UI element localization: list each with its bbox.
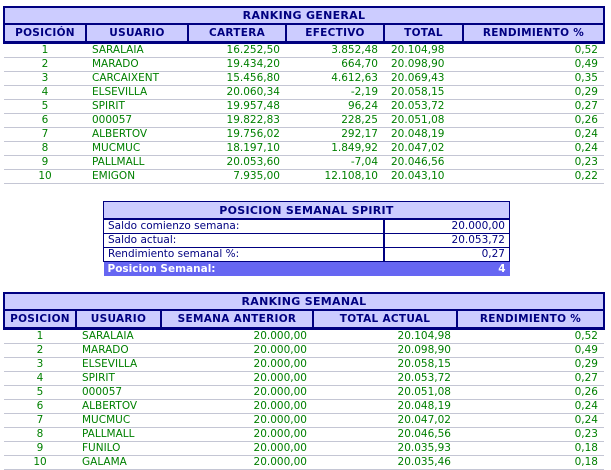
cell-posicion: 7 [4,128,86,142]
cell-posicion: 6 [4,400,76,414]
cell-cartera: 20.053,60 [188,156,286,170]
cell-usuario: 000057 [86,114,188,128]
col-header-posicion: POSICION [4,310,76,329]
col-header-rendimiento: RENDIMIENTO % [457,310,604,329]
cell-posicion: 10 [4,170,86,184]
cell-rendimiento: 0,29 [463,86,604,100]
cell-rendimiento: 0,24 [457,400,604,414]
cell-posicion: 1 [4,329,76,344]
cell-usuario: ELSEVILLA [76,358,161,372]
table-row [4,58,604,72]
cell-rendimiento: 0,26 [457,386,604,400]
table-row [4,43,604,58]
cell-rendimiento: 0,23 [463,156,604,170]
cell-posicion: 4 [4,372,76,386]
cell-usuario: MUCMUC [86,142,188,156]
cell-semana-anterior: 20.000,00 [161,414,313,428]
cell-rendimiento: 0,18 [457,442,604,456]
col-header-usuario: USUARIO [86,24,188,43]
cell-usuario: FUNILO [76,442,161,456]
cell-usuario: PALLMALL [76,428,161,442]
cell-rendimiento: 0,24 [463,142,604,156]
summary-value: 20.053,72 [384,234,510,248]
cell-posicion: 2 [4,344,76,358]
cell-rendimiento: 0,29 [457,358,604,372]
cell-total: 20.053,72 [384,100,463,114]
table-row [4,386,604,400]
table-row [4,128,604,142]
cell-rendimiento: 0,49 [457,344,604,358]
cell-usuario: SPIRIT [76,372,161,386]
table-row [4,428,604,442]
cell-usuario: MARADO [76,344,161,358]
cell-rendimiento: 0,23 [457,428,604,442]
cell-posicion: 5 [4,100,86,114]
cell-rendimiento: 0,26 [463,114,604,128]
cell-cartera: 16.252,50 [188,43,286,58]
cell-cartera: 19.756,02 [188,128,286,142]
table-header-row [4,310,604,329]
table-row [104,248,510,262]
cell-total-actual: 20.048,19 [313,400,457,414]
cell-efectivo: 292,17 [286,128,384,142]
cell-cartera: 19.434,20 [188,58,286,72]
table-row [4,156,604,170]
cell-semana-anterior: 20.000,00 [161,329,313,344]
cell-rendimiento: 0,27 [457,372,604,386]
highlight-row [104,262,510,277]
cell-posicion: 7 [4,414,76,428]
cell-total: 20.043,10 [384,170,463,184]
cell-total-actual: 20.053,72 [313,372,457,386]
cell-posicion: 10 [4,456,76,470]
cell-rendimiento: 0,35 [463,72,604,86]
cell-semana-anterior: 20.000,00 [161,386,313,400]
ranking-semanal-title: RANKING SEMANAL [4,293,604,310]
highlight-value: 4 [384,262,510,277]
table-row [4,100,604,114]
table-title-row [4,293,604,310]
cell-posicion: 9 [4,442,76,456]
summary-label: Saldo comienzo semana: [104,219,384,234]
table-title-row [4,7,604,24]
cell-cartera: 18.197,10 [188,142,286,156]
ranking-semanal-table [3,292,605,470]
cell-posicion: 6 [4,114,86,128]
table-row [4,358,604,372]
table-row [4,456,604,470]
cell-usuario: 000057 [76,386,161,400]
cell-total: 20.046,56 [384,156,463,170]
ranking-semanal [3,292,605,470]
ranking-general [3,6,605,184]
cell-total-actual: 20.035,93 [313,442,457,456]
table-title-row [104,202,510,220]
cell-efectivo: -7,04 [286,156,384,170]
cell-usuario: SARALAIA [76,329,161,344]
cell-cartera: 20.060,34 [188,86,286,100]
cell-total-actual: 20.046,56 [313,428,457,442]
cell-total: 20.047,02 [384,142,463,156]
cell-rendimiento: 0,27 [463,100,604,114]
cell-total-actual: 20.047,02 [313,414,457,428]
cell-efectivo: 12.108,10 [286,170,384,184]
cell-total: 20.051,08 [384,114,463,128]
summary-value: 20.000,00 [384,219,510,234]
col-header-cartera: CARTERA [188,24,286,43]
cell-total-actual: 20.058,15 [313,358,457,372]
cell-posicion: 4 [4,86,86,100]
table-row [4,400,604,414]
cell-rendimiento: 0,24 [463,128,604,142]
cell-semana-anterior: 20.000,00 [161,428,313,442]
cell-semana-anterior: 20.000,00 [161,442,313,456]
table-row [4,329,604,344]
posicion-semanal [103,201,510,276]
cell-posicion: 9 [4,156,86,170]
cell-semana-anterior: 20.000,00 [161,456,313,470]
cell-rendimiento: 0,22 [463,170,604,184]
cell-cartera: 19.822,83 [188,114,286,128]
cell-cartera: 15.456,80 [188,72,286,86]
cell-rendimiento: 0,52 [457,329,604,344]
summary-value: 0,27 [384,248,510,262]
cell-semana-anterior: 20.000,00 [161,344,313,358]
cell-total: 20.048,19 [384,128,463,142]
cell-efectivo: 4.612,63 [286,72,384,86]
cell-usuario: ALBERTOV [76,400,161,414]
ranking-general-table [3,6,605,184]
ranking-general-title: RANKING GENERAL [4,7,604,24]
cell-total-actual: 20.098,90 [313,344,457,358]
table-row [4,86,604,100]
cell-usuario: CARCAIXENT [86,72,188,86]
cell-total: 20.098,90 [384,58,463,72]
table-header-row [4,24,604,43]
cell-total: 20.104,98 [384,43,463,58]
cell-cartera: 19.957,48 [188,100,286,114]
cell-posicion: 3 [4,72,86,86]
cell-posicion: 1 [4,43,86,58]
cell-cartera: 7.935,00 [188,170,286,184]
table-row [4,170,604,184]
table-row [4,442,604,456]
highlight-label: Posicion Semanal: [104,262,384,277]
cell-total-actual: 20.051,08 [313,386,457,400]
cell-usuario: ALBERTOV [86,128,188,142]
cell-usuario: SARALAIA [86,43,188,58]
col-header-efectivo: EFECTIVO [286,24,384,43]
table-row [104,234,510,248]
col-header-semana-anterior: SEMANA ANTERIOR [161,310,313,329]
col-header-rendimiento: RENDIMIENTO % [463,24,604,43]
table-row [4,372,604,386]
cell-usuario: ELSEVILLA [86,86,188,100]
cell-posicion: 3 [4,358,76,372]
cell-usuario: MUCMUC [76,414,161,428]
cell-rendimiento: 0,49 [463,58,604,72]
cell-semana-anterior: 20.000,00 [161,358,313,372]
cell-posicion: 5 [4,386,76,400]
cell-efectivo: 3.852,48 [286,43,384,58]
posicion-semanal-table [103,201,510,276]
summary-label: Rendimiento semanal %: [104,248,384,262]
cell-rendimiento: 0,18 [457,456,604,470]
col-header-total-actual: TOTAL ACTUAL [313,310,457,329]
cell-total-actual: 20.104,98 [313,329,457,344]
table-row [4,344,604,358]
posicion-semanal-title: POSICION SEMANAL SPIRIT [104,202,510,220]
cell-total: 20.069,43 [384,72,463,86]
cell-usuario: SPIRIT [86,100,188,114]
cell-posicion: 8 [4,428,76,442]
cell-semana-anterior: 20.000,00 [161,400,313,414]
table-row [4,414,604,428]
cell-usuario: GALAMA [76,456,161,470]
cell-usuario: PALLMALL [86,156,188,170]
cell-efectivo: 228,25 [286,114,384,128]
col-header-posicion: POSICIÓN [4,24,86,43]
table-row [4,72,604,86]
col-header-total: TOTAL [384,24,463,43]
summary-label: Saldo actual: [104,234,384,248]
cell-efectivo: 664,70 [286,58,384,72]
col-header-usuario: USUARIO [76,310,161,329]
cell-efectivo: 1.849,92 [286,142,384,156]
cell-efectivo: 96,24 [286,100,384,114]
cell-usuario: MARADO [86,58,188,72]
table-row [4,114,604,128]
cell-rendimiento: 0,24 [457,414,604,428]
cell-posicion: 8 [4,142,86,156]
cell-efectivo: -2,19 [286,86,384,100]
cell-semana-anterior: 20.000,00 [161,372,313,386]
cell-total-actual: 20.035,46 [313,456,457,470]
table-row [4,142,604,156]
cell-rendimiento: 0,52 [463,43,604,58]
table-row [104,219,510,234]
cell-posicion: 2 [4,58,86,72]
cell-total: 20.058,15 [384,86,463,100]
cell-usuario: EMIGON [86,170,188,184]
